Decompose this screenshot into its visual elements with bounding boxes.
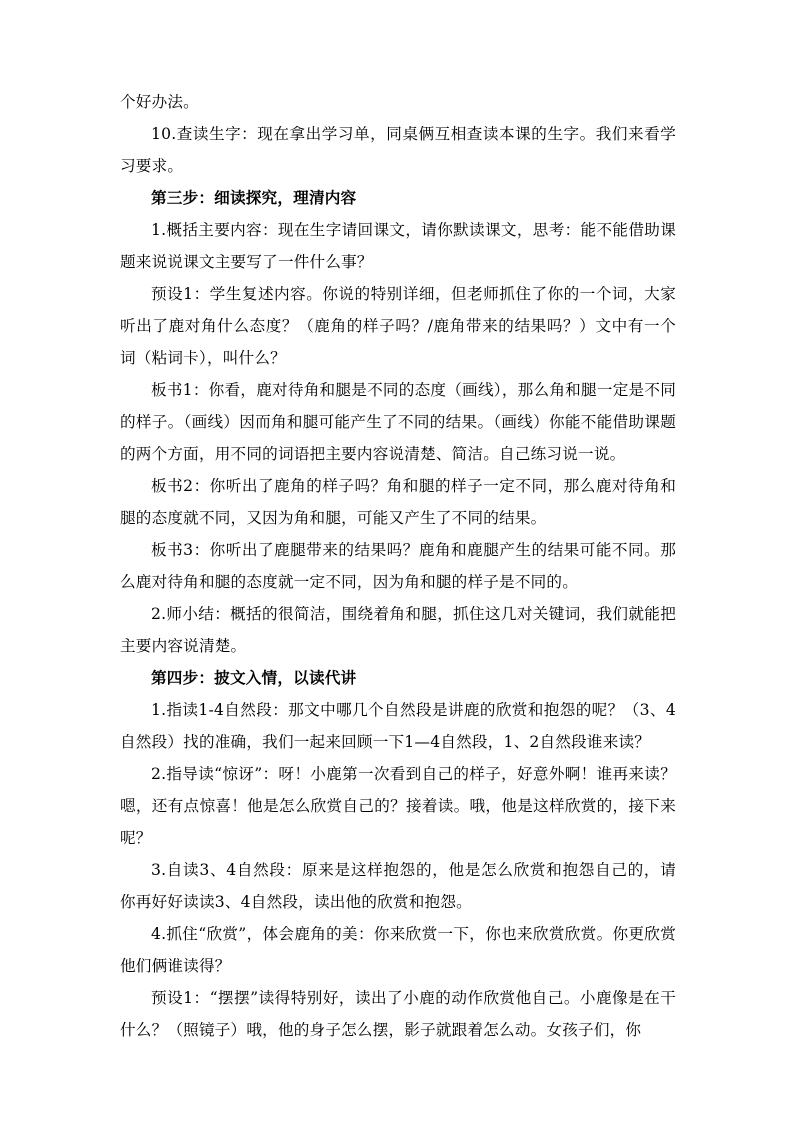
section-heading-step4: 第四步：披文入情，以读代讲: [151, 668, 357, 687]
paragraph-board1: 板书1：你看，鹿对待角和腿是不同的态度（画线），那么角和腿一定是不同的样子。（画线）因而角和腿可能产生了不同的结果。（画线）你能不能借助课题的两个方面，用不同的词语把主要内容说清楚、简洁。自己练习说一说。: [120, 381, 676, 463]
paragraph-board3: 板书3：你听出了鹿腿带来的结果吗？鹿角和鹿腿产生的结果可能不同。那么鹿对待角和腿的态度就一定不同，因为角和腿的样子是不同的。: [120, 541, 676, 591]
section-heading-step3: 第三步：细读探究，理清内容: [151, 188, 357, 207]
paragraph-preset-swing: 预设1：“摆摆”读得特别好，读出了小鹿的动作欣赏他自己。小鹿像是在干什么？（照镜子）哦，他的身子怎么摆，影子就跟着怎么动。女孩子们，你: [120, 989, 676, 1039]
paragraph-step10: 10.查读生字：现在拿出学习单，同桌俩互相查读本课的生字。我们来看学习要求。: [120, 125, 676, 175]
paragraph-continuation: 个好办法。: [120, 93, 199, 111]
paragraph-surprise: 2.指导读“惊讶”：呀！小鹿第一次看到自己的样子，好意外啊！谁再来读？嗯，还有点惊喜！他是怎么欣赏自己的？接着读。哦，他是这样欣赏的，接下来呢？: [120, 765, 676, 847]
paragraph-read-1-4: 1.指读1-4自然段：那文中哪几个自然段是讲鹿的欣赏和抱怨的呢？（3、4自然段）找的准确，我们一起来回顾一下1—4自然段，1、2自然段谁来读？: [120, 701, 676, 751]
paragraph-appreciate: 4.抓住“欣赏”，体会鹿角的美：你来欣赏一下，你也来欣赏欣赏。你更欣赏他们俩谁读得？: [120, 925, 676, 975]
paragraph-self-read: 3.自读3、4自然段：原来是这样抱怨的，他是怎么欣赏和抱怨自己的，请你再好好读读3、4自然段，读出他的欣赏和抱怨。: [120, 861, 676, 911]
document-body: [120, 86, 676, 1046]
paragraph-board2: 板书2：你听出了鹿角的样子吗？角和腿的样子一定不同，那么鹿对待角和腿的态度就不同，又因为角和腿，可能又产生了不同的结果。: [120, 477, 676, 527]
paragraph-summary: 1.概括主要内容：现在生字请回课文，请你默读课文，思考：能不能借助课题来说说课文主要写了一件什么事？: [120, 221, 676, 271]
paragraph-preset1: 预设1：学生复述内容。你说的特别详细，但老师抓住了你的一个词，大家听出了鹿对角什么态度？（鹿角的样子吗？/鹿角带来的结果吗？）文中有一个词（粘词卡），叫什么？: [120, 285, 676, 367]
paragraph-teacher-summary: 2.师小结：概括的很简洁，围绕着角和腿，抓住这几对关键词，我们就能把主要内容说清楚。: [120, 605, 676, 655]
